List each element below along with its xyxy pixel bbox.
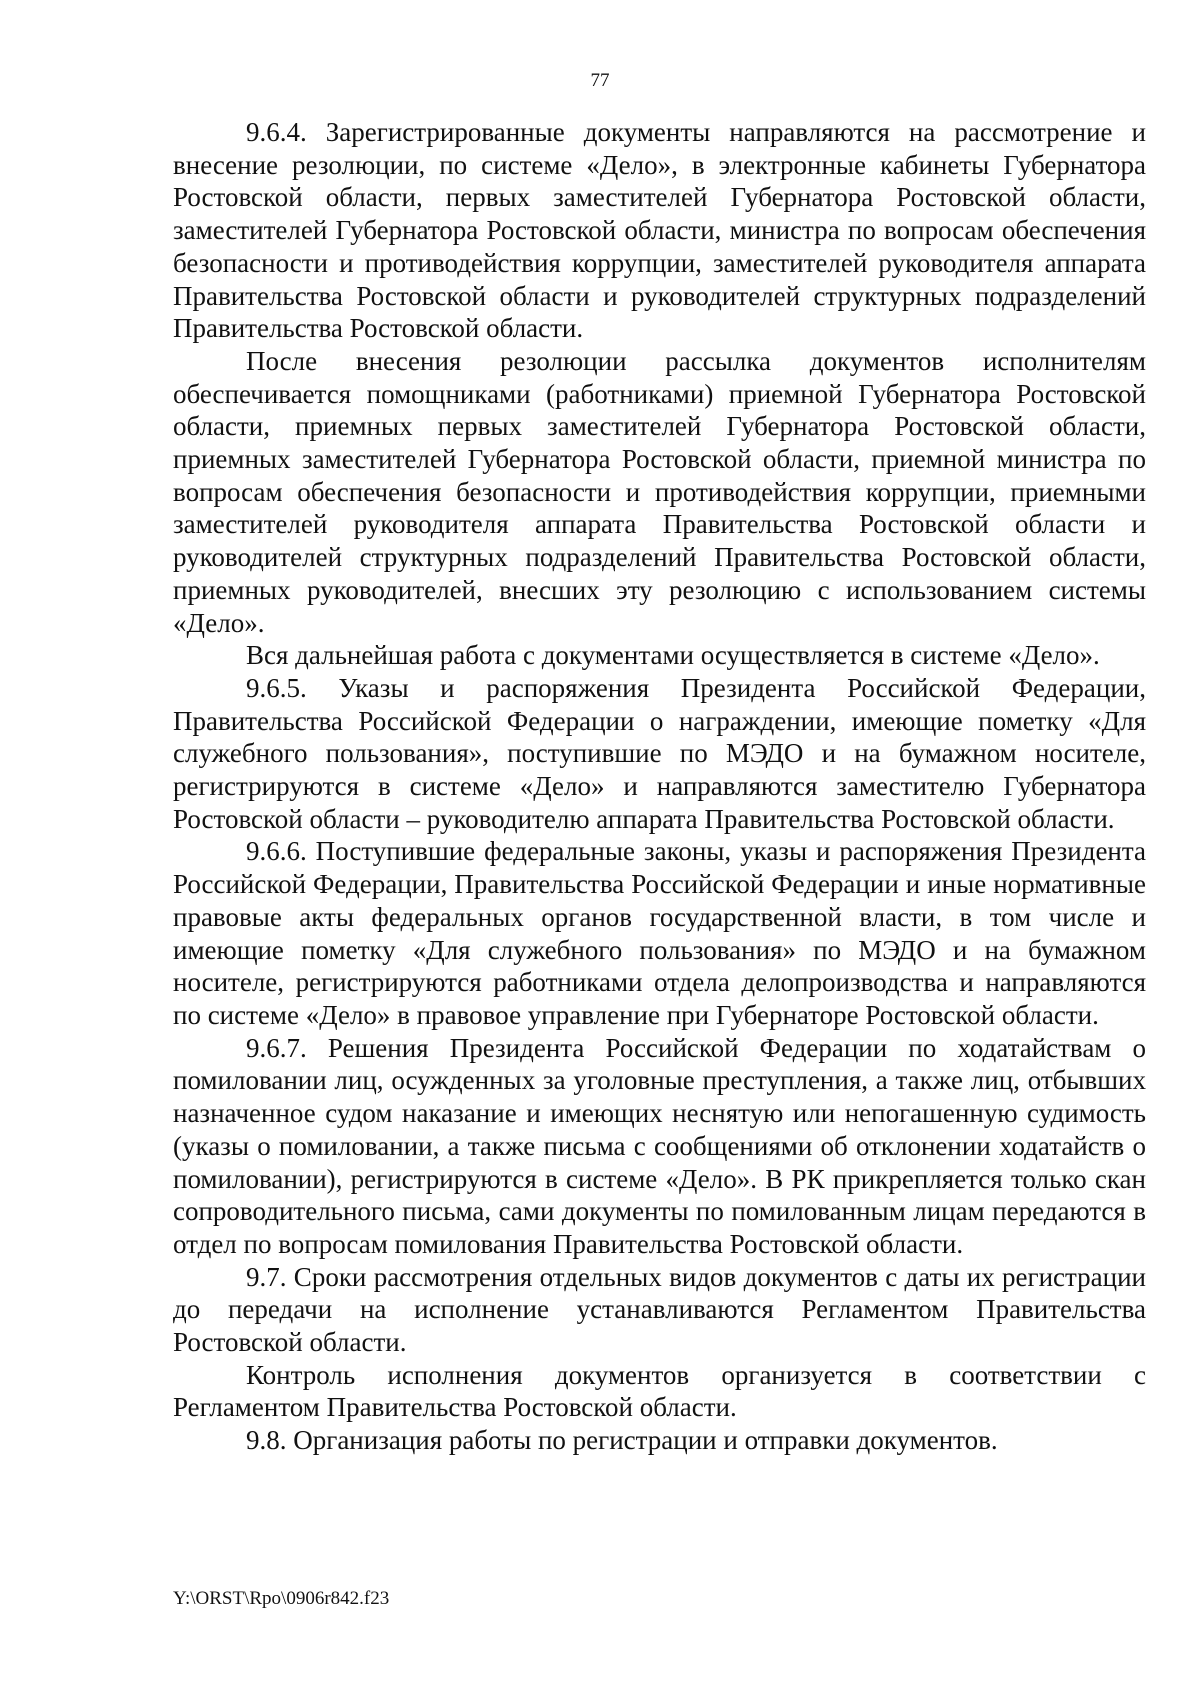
paragraph-9-8: 9.8. Организация работы по регистрации и отправки документов. [246, 1425, 998, 1456]
document-body [173, 116, 1146, 1457]
page-number: 77 [590, 70, 610, 91]
paragraph-9-7: 9.7. Сроки рассмотрения отдельных видов документов с даты их регистрации до передачи на исполнение устанавливаются Регламентом Правительства Ростовской области. [173, 1261, 1146, 1358]
paragraph-resolution-distribution: После внесения резолюции рассылка документов исполнителям обеспечивается помощниками (работниками) приемной Губернатора Ростовской области, приемных первых заместителей Губернатора Ростовской области, приемных заместителей Губернатора Ростовской области, приемной министра по вопросам обеспечения безопасности и противодействия коррупции, приемными заместителей руководителя аппарата Правительства Ростовской области и руководителей структурных подразделений Правительства Ростовской области, приемных руководителей, внесших эту резолюцию с использованием системы «Дело». [173, 345, 1146, 638]
footer-file-path: Y:\ORST\Rpo\0906r842.f23 [173, 1588, 390, 1609]
paragraph-control: Контроль исполнения документов организуется в соответствии с Регламентом Правительства Ростовской области. [173, 1359, 1146, 1423]
paragraph-9-6-7: 9.6.7. Решения Президента Российской Федерации по ходатайствам о помиловании лиц, осужденных за уголовные преступления, а также лиц, отбывших назначенное судом наказание и имеющих неснятую или непогашенную судимость (указы о помиловании, а также письма с сообщениями об отклонении ходатайств о помиловании), регистрируются в системе «Дело». В РК прикрепляется только скан сопроводительного письма, сами документы по помилованным лицам передаются в отдел по вопросам помилования Правительства Ростовской области. [173, 1032, 1146, 1259]
paragraph-9-6-4: 9.6.4. Зарегистрированные документы направляются на рассмотрение и внесение резолюции, по системе «Дело», в электронные кабинеты Губернатора Ростовской области, первых заместителей Губернатора Ростовской области, заместителей Губернатора Ростовской области, министра по вопросам обеспечения безопасности и противодействия коррупции, заместителей руководителя аппарата Правительства Ростовской области и руководителей структурных подразделений Правительства Ростовской области. [173, 117, 1146, 344]
paragraph-9-6-5: 9.6.5. Указы и распоряжения Президента Российской Федерации, Правительства Российской Федерации о награждении, имеющие пометку «Для служебного пользования», поступившие по МЭДО и на бумажном носителе, регистрируются в системе «Дело» и направляются заместителю Губернатора Ростовской области – руководителю аппарата Правительства Ростовской области. [173, 672, 1146, 834]
paragraph-further-work: Вся дальнейшая работа с документами осуществляется в системе «Дело». [246, 640, 1100, 671]
paragraph-9-6-6: 9.6.6. Поступившие федеральные законы, указы и распоряжения Президента Российской Федерации, Правительства Российской Федерации и иные нормативные правовые акты федеральных органов государственной власти, в том числе и имеющие пометку «Для служебного пользования» по МЭДО и на бумажном носителе, регистрируются работниками отдела делопроизводства и направляются по системе «Дело» в правовое управление при Губернаторе Ростовской области. [173, 836, 1146, 1030]
